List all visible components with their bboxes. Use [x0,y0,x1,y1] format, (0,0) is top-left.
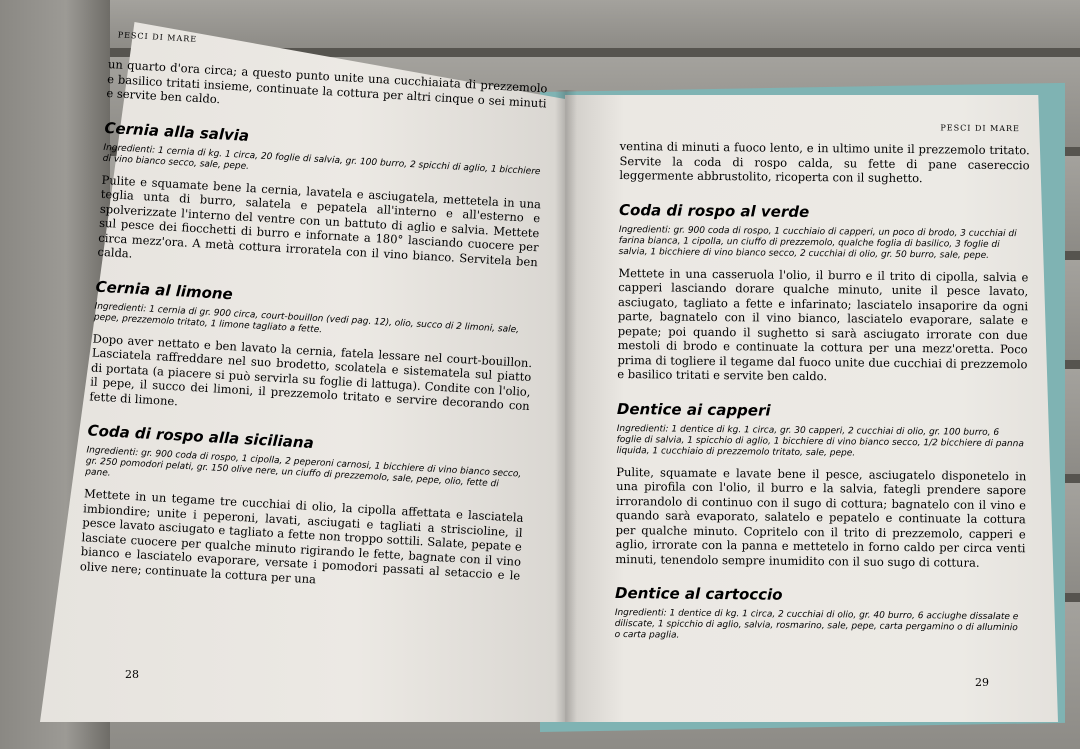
recipe-text: Pulite e squamate bene la cernia, lavatela e asciugatela, mettetela in una teglia unta di burro, salatela e pepatela all'interno e all'esterno e spolverizzate l'interno del ventre con un battuto di aglio e salvia. Mettete sul pesce dei fiocchetti di burro e infornate a 180° lasciando cuocere per circa mezz'ora. A metà cottura irroratela con il vino bianco. Servitela ben calda. [97,172,542,269]
recipe-text: Mettete in un tegame tre cucchiai di olio, la cipolla affettata e lasciatela imbiondire; unite i peperoni, lavati, asciugati e tagliati a striscioline, il pesce lavato asciugato e tagliato a fette non troppo sottili. Salate, pepate e lasciate cuocere per qualche minuto rigirando le fette, bagnate con il vino bianco e lasciatelo evaporare, versate i pomodori passati al setaccio e le olive nere; continuate la cottura per una [79,486,524,586]
recipe-text: Pulite, squamate e lavate bene il pesce, asciugatelo disponetelo in una pirofila con l'olio, il burro e la salvia, fategli prendere sapore irrorandolo di continuo con il sugo di cottura; bagnatelo con il vino e quando sarà evaporato, salatelo e pepatelo e continuate la cottura per qualche minuto. Copritelo con il trito di prezzemolo, capperi e aglio, irrorate con la panna e mettetelo in forno caldo per circa venti minuti, tenendolo sempre inumidito con il suo sugo di cottura. [615,464,1027,570]
recipe [97,118,544,283]
recipe-title: Cernia alla salvia [104,118,250,145]
recipe-text: Mettete in una casseruola l'olio, il burro e il trito di cipolla, salvia e capperi lasciando dorare qualche minuto, unite il pesce lavato, asciugato, tagliato a fette e infarinato; lasciatelo insaporire da ogni parte, bagnatelo con il vino bianco, lasciatelo evaporare, salate e pepate; poi quando il sughetto si sarà asciugato irrorate con due mestoli di brodo e continuate la cottura per una mezz'oretta. Poco prima di togliere il tegame dal fuoco unite due cucchiai di prezzemolo e basilico tritati e servite ben caldo. [617,265,1029,384]
running-header: PESCI DI MARE [117,30,198,44]
recipe-ingredients: Ingredienti: 1 cernia di kg. 1 circa, 20 foglie di salvia, gr. 100 burro, 2 spicchi di aglio, 1 bicchiere di vino bianco secco, sale, pepe. [102,142,541,177]
recipe-continuation: un quarto d'ora circa; a questo punto unite una cucchiaiata di prezzemolo e basilico tritati insieme, continuate la cottura per altri cinque o sei minuti e servite ben caldo. [106,56,548,110]
recipe-title: Coda di rospo al verde [618,200,810,221]
recipe [89,277,535,428]
recipe [80,421,528,597]
recipe-text: Dopo aver nettato e ben lavato la cernia, fatela lessare nel court-bouillon. Lasciatela raffreddare nel suo brodetto, scolatela e sistematela sul piatto di portata (a piacere si può servirla su foglie di lattuga). Condite con l'olio, il pepe, il succo dei limoni, il prezzemolo tritato e servire decorando con fette di limone. [89,331,533,414]
right-page-content [614,120,1030,653]
recipe-title: Coda di rospo alla siciliana [87,421,315,453]
left-page-content [80,30,550,598]
recipe [615,584,1026,645]
recipe-ingredients: Ingredienti: 1 cernia di gr. 900 circa, court-bouillon (vedi pag. 12), olio, succo di 2 limoni, sale, pepe, prezzemolo tritato, 1 limone tagliato a fette. [93,301,520,335]
page-number: 28 [125,668,139,681]
recipe-title: Cernia al limone [95,277,234,303]
recipe-ingredients: Ingredienti: 1 dentice di kg. 1 circa, 2 cucchiai di olio, gr. 40 burro, 6 acciughe dissalate e diliscate, 1 spicchio di aglio, salvia, rosmarino, sale, pepe, carta pergamino o di alluminio o carta paglia. [614,607,1019,641]
recipe-ingredients: Ingredienti: gr. 900 coda di rospo, 1 cipolla, 2 peperoni carnosi, 1 bicchiere di vino bianco secco, gr. 250 pomodori pelati, gr. 150 olive nere, un ciuffo di prezzemolo, sale, pepe, olio, fette di pane. [84,445,522,490]
recipe-ingredients: Ingredienti: gr. 900 coda di rospo, 1 cucchiaio di capperi, un poco di brodo, 3 cucchiai di farina bianca, 1 cipolla, un ciuffo di prezzemolo, qualche foglia di basilico, 3 foglie di salvia, 1 bicchiere di vino bianco secco, 2 cucchiai di olio, gr. 50 burro, sale, pepe. [618,224,1017,261]
recipe-continuation: ventina di minuti a fuoco lento, e in ultimo unite il prezzemolo tritato. Servite la coda di rospo calda, su fette di pane casereccio leggermente abbrustolito, ricoperta con il sughetto. [619,138,1030,186]
running-header: PESCI DI MARE [940,123,1020,134]
recipe [615,399,1027,570]
recipe-title: Dentice ai capperi [616,399,771,420]
recipe-title: Dentice al cartoccio [614,583,783,604]
page-number: 29 [975,676,989,689]
recipe-ingredients: Ingredienti: 1 dentice di kg. 1 circa, gr. 30 capperi, 2 cucchiai di olio, gr. 100 burro, 6 foglie di salvia, 1 spicchio di aglio, 1 bicchiere di vino bianco secco, 1/2 bicchiere di panna liquida, 1 cucchiaio di prezzemolo tritato, sale, pepe. [616,423,1024,458]
recipe [617,200,1029,385]
book-gutter [555,90,577,722]
